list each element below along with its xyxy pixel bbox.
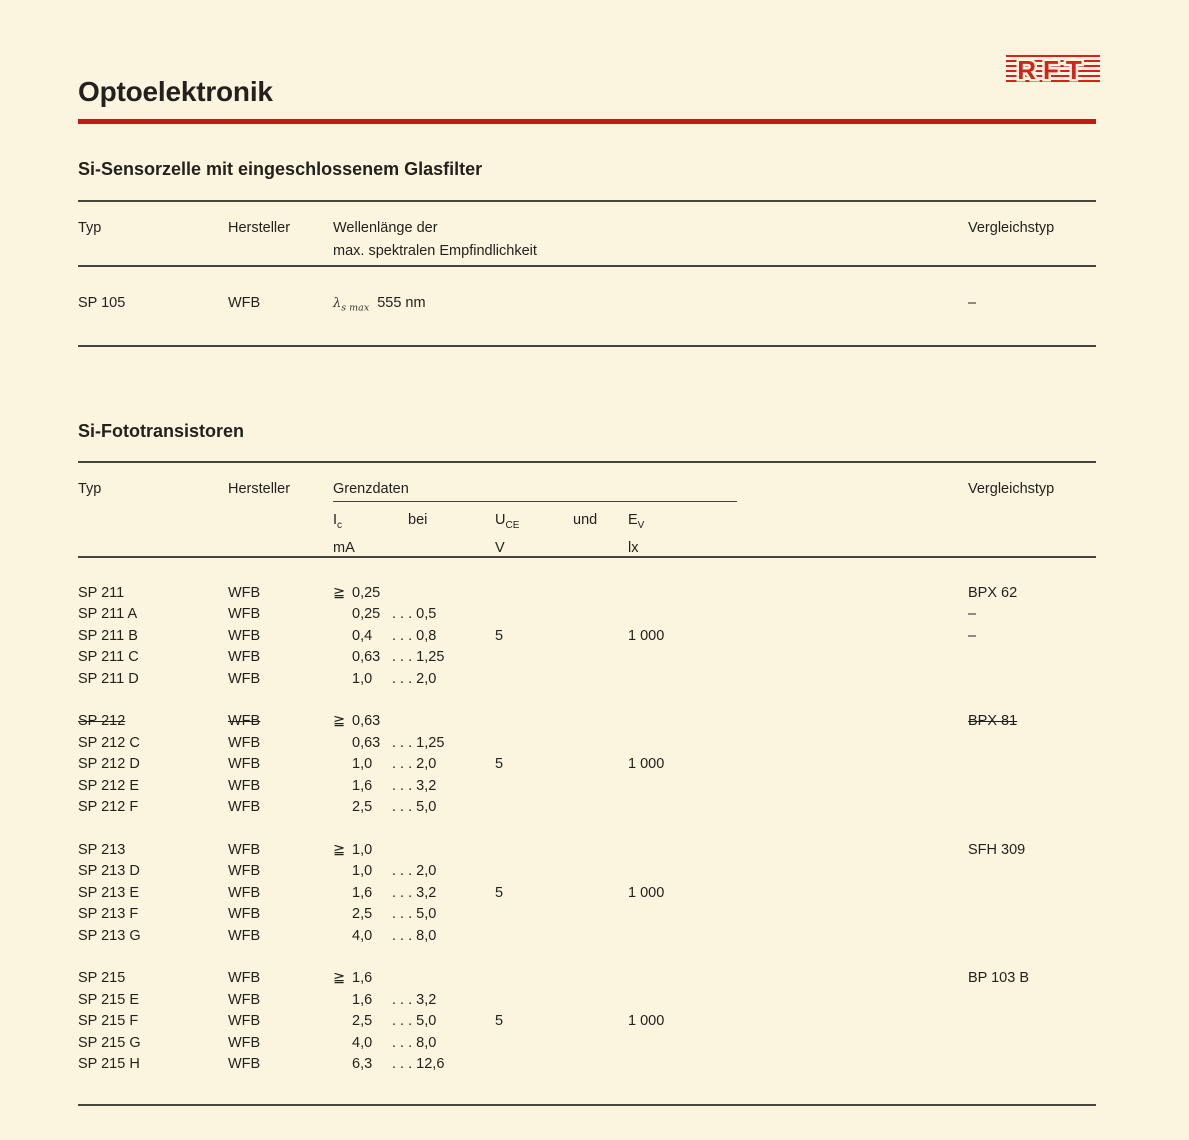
cell-typ: SP 211 B — [78, 627, 138, 644]
subheader-uce-und — [495, 509, 628, 537]
bei-label: bei — [408, 512, 428, 528]
cell-typ: SP 212 E — [78, 777, 140, 794]
unit-lx: lx — [628, 539, 639, 556]
table-row — [78, 604, 1096, 626]
ge-symbol: ≧ — [333, 584, 346, 601]
cell-hersteller: WFB — [228, 863, 261, 880]
table-row — [78, 904, 1096, 926]
cell-hersteller: WFB — [228, 606, 261, 623]
table-row — [78, 925, 1096, 947]
table-row — [78, 754, 1096, 776]
subheader-ic-bei — [333, 509, 495, 537]
table-row — [78, 1054, 1096, 1076]
table-row — [78, 861, 1096, 883]
und-label: und — [573, 512, 598, 528]
cell-hersteller: WFB — [228, 713, 261, 730]
transistor-table-body — [78, 582, 1096, 1075]
cell-hersteller: WFB — [228, 1013, 261, 1030]
cell-typ: SP 211 — [78, 584, 125, 601]
cell-ic: 6,3 . . . 12,6 — [352, 1056, 445, 1073]
lambda-symbol: $\lambda_{s max}$ — [333, 296, 370, 314]
transistor-table-header — [78, 478, 1096, 501]
cell-ic: 1,0 . . . 2,0 — [352, 756, 437, 773]
rule — [78, 345, 1096, 347]
col-header-vergleichstyp: Vergleichstyp — [968, 481, 1055, 497]
cell-hersteller: WFB — [228, 1034, 261, 1051]
cell-vergleichstyp: BPX 81 — [968, 713, 1018, 730]
cell-typ: SP 215 H — [78, 1056, 140, 1073]
cell-typ: SP 213 E — [78, 884, 140, 901]
table-row — [78, 989, 1096, 1011]
cell-typ: SP 215 E — [78, 991, 140, 1008]
cell-typ: SP 213 G — [78, 927, 141, 944]
cell-ic: 2,5 . . . 5,0 — [352, 799, 437, 816]
cell-typ: SP 211 C — [78, 649, 139, 666]
row-group-sp212 — [78, 711, 1096, 819]
cell-typ: SP 212 — [78, 713, 126, 730]
cell-vergleichstyp: – — [968, 627, 977, 644]
cell-typ: SP 213 F — [78, 906, 139, 923]
row-group-sp211 — [78, 582, 1096, 690]
wavelength-value: 555 nm — [377, 295, 426, 311]
cell-typ: SP 213 D — [78, 863, 140, 880]
cell-hersteller: WFB — [228, 841, 261, 858]
cell-hersteller: WFB — [228, 756, 261, 773]
col-header-grenzdaten: Grenzdaten — [333, 481, 409, 497]
col-header-typ: Typ — [78, 220, 102, 236]
cell-vergleichstyp: SFH 309 — [968, 841, 1026, 858]
cell-typ: SP 212 C — [78, 734, 140, 751]
col-header-wellenlaenge — [333, 217, 968, 263]
section-heading-sensorzelle: Si-Sensorzelle mit eingeschlossenem Glasfilter — [78, 159, 483, 179]
cell-hersteller: WFB — [228, 649, 261, 666]
rule — [78, 265, 1096, 267]
ev-symbol: $E_V$ — [628, 512, 645, 531]
cell-hersteller: WFB — [228, 927, 261, 944]
table-row — [78, 968, 1096, 990]
cell-uce: 5 — [495, 1013, 504, 1030]
cell-hersteller: WFB — [228, 991, 261, 1008]
table-row — [78, 647, 1096, 669]
cell-ev: 1 000 — [628, 1013, 665, 1030]
table-row — [78, 882, 1096, 904]
col-header-vergleichstyp: Vergleichstyp — [968, 220, 1055, 236]
rft-logo-text: RFT — [1017, 55, 1089, 85]
cell-typ: SP 215 — [78, 970, 126, 987]
subheader-ev — [628, 509, 968, 537]
cell-typ: SP 105 — [78, 295, 126, 311]
unit-v: V — [495, 539, 505, 556]
row-group-sp213 — [78, 839, 1096, 947]
col-header-hersteller: Hersteller — [228, 481, 291, 497]
table-row — [78, 797, 1096, 819]
cell-hersteller: WFB — [228, 799, 261, 816]
cell-typ: SP 211 A — [78, 606, 138, 623]
cell-vergleichstyp: BPX 62 — [968, 584, 1018, 601]
table-row — [78, 1032, 1096, 1054]
cell-hersteller: WFB — [228, 906, 261, 923]
cell-typ: SP 211 D — [78, 670, 139, 687]
cell-hersteller: WFB — [228, 295, 261, 311]
cell-hersteller: WFB — [228, 970, 261, 987]
cell-typ: SP 212 D — [78, 756, 140, 773]
cell-ic: 1,0 . . . 2,0 — [352, 670, 437, 687]
cell-ic: 1,6 . . . 3,2 — [352, 884, 437, 901]
cell-vergleichstyp: – — [968, 295, 977, 311]
cell-ic: 1,6 . . . 3,2 — [352, 777, 437, 794]
cell-ic: 0,63 . . . 1,25 — [352, 649, 445, 666]
row-group-sp215 — [78, 968, 1096, 1076]
col-header-wellenlaenge-line1: Wellenlänge der — [333, 220, 438, 236]
cell-ic: 2,5 . . . 5,0 — [352, 906, 437, 923]
cell-ic: 0,4 . . . 0,8 — [352, 627, 437, 644]
cell-typ: SP 213 — [78, 841, 126, 858]
unit-ma: mA — [333, 539, 355, 556]
sensor-table-header — [78, 217, 1096, 263]
cell-ic: 4,0 . . . 8,0 — [352, 1034, 437, 1051]
cell-ic: 1,0 . . . 2,0 — [352, 863, 437, 880]
cell-ev: 1 000 — [628, 756, 665, 773]
red-divider-rule — [78, 119, 1096, 124]
cell-hersteller: WFB — [228, 627, 261, 644]
rft-logo — [1006, 53, 1100, 85]
ic-symbol: $I_c$ — [333, 512, 343, 531]
cell-ic: 1,6 . . . 3,2 — [352, 991, 437, 1008]
cell-typ: SP 215 F — [78, 1013, 139, 1030]
cell-vergleichstyp: BP 103 B — [968, 970, 1030, 987]
sensor-table-row — [78, 295, 1096, 314]
table-row — [78, 839, 1096, 861]
page-title: Optoelektronik — [78, 76, 273, 107]
rule — [78, 1104, 1096, 1106]
ge-symbol: ≧ — [333, 713, 346, 730]
cell-typ: SP 215 G — [78, 1034, 141, 1051]
cell-hersteller: WFB — [228, 734, 261, 751]
cell-typ: SP 212 F — [78, 799, 139, 816]
table-row — [78, 668, 1096, 690]
table-row — [78, 625, 1096, 647]
cell-ic: 4,0 . . . 8,0 — [352, 927, 437, 944]
table-row — [78, 711, 1096, 733]
cell-uce: 5 — [495, 627, 504, 644]
table-row — [78, 582, 1096, 604]
cell-ic: ≧ 0,63 — [333, 713, 381, 730]
cell-ic: 0,25 . . . 0,5 — [352, 606, 437, 623]
rule — [78, 461, 1096, 463]
grenzdaten-underline — [333, 501, 737, 502]
cell-ic: 2,5 . . . 5,0 — [352, 1013, 437, 1030]
cell-ev: 1 000 — [628, 627, 665, 644]
col-header-hersteller: Hersteller — [228, 220, 291, 236]
ge-symbol: ≧ — [333, 970, 346, 987]
col-header-wellenlaenge-line2: max. spektralen Empfindlichkeit — [333, 243, 537, 259]
cell-hersteller: WFB — [228, 777, 261, 794]
cell-ic: ≧ 0,25 — [333, 584, 381, 601]
cell-ic: ≧ 1,0 — [333, 841, 373, 858]
transistor-table-subheader — [78, 509, 1096, 559]
cell-uce: 5 — [495, 884, 504, 901]
ge-symbol: ≧ — [333, 841, 346, 858]
cell-hersteller: WFB — [228, 1056, 261, 1073]
table-row — [78, 1011, 1096, 1033]
cell-ic: 0,63 . . . 1,25 — [352, 734, 445, 751]
cell-uce: 5 — [495, 756, 504, 773]
cell-hersteller: WFB — [228, 584, 261, 601]
table-row — [78, 732, 1096, 754]
table-row — [78, 775, 1096, 797]
cell-hersteller: WFB — [228, 884, 261, 901]
cell-vergleichstyp: – — [968, 606, 977, 623]
uce-symbol: $U_{CE}$ — [495, 512, 520, 531]
col-header-typ: Typ — [78, 481, 102, 497]
cell-hersteller: WFB — [228, 670, 261, 687]
cell-ev: 1 000 — [628, 884, 665, 901]
rule — [78, 556, 1096, 558]
section-heading-fototransistoren: Si-Fototransistoren — [78, 421, 245, 441]
rule — [78, 200, 1096, 202]
cell-ic: ≧ 1,6 — [333, 970, 373, 987]
cell-wellenlaenge — [333, 295, 968, 314]
